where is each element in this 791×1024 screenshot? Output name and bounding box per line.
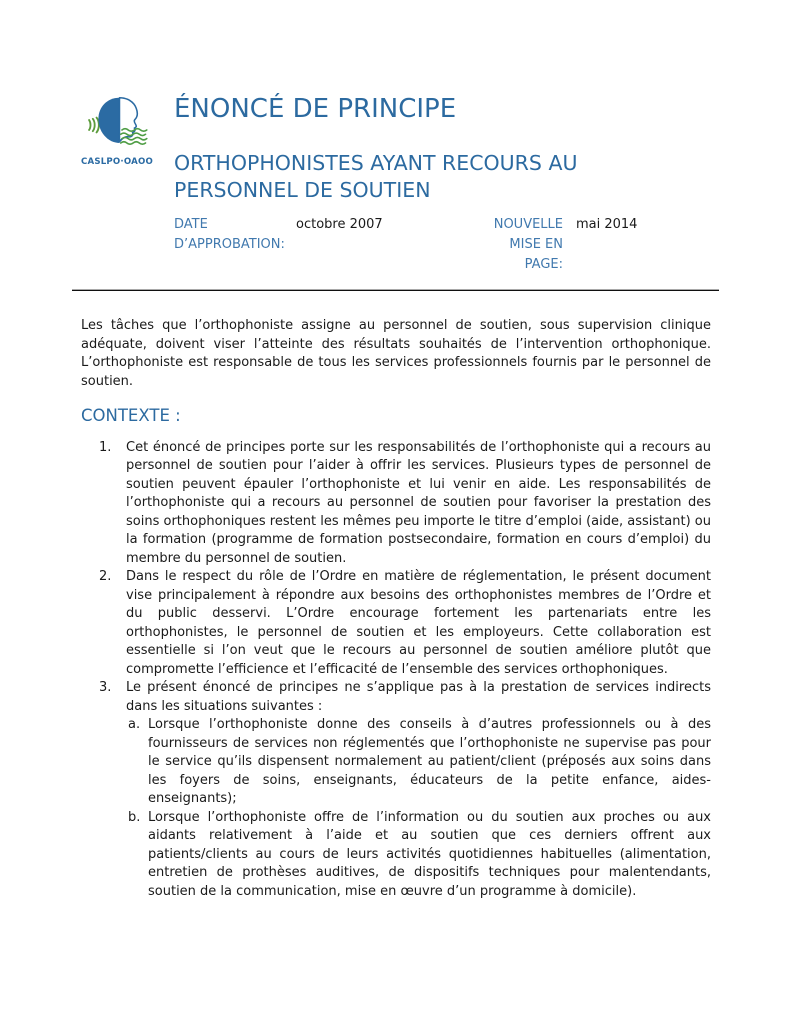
header-divider [72, 289, 719, 291]
sub-list-item-letter: a. [128, 717, 141, 732]
sub-list-item-text: Lorsque l’orthophoniste donne des conseils à d’autres professionnels ou à des fournisseurs de services non réglementés que l’orthophoniste ne supervise pas pour le service qu’ils dispensent normalement au patient/client (préposés aux soins dans les foyers de soins, enseignants, éducateurs de la petite enfance, aides- enseignants); [148, 717, 711, 806]
revision-value: mai 2014 [576, 217, 638, 232]
list-item-number: 3. [99, 680, 112, 695]
list-item-text: Cet énoncé de principes porte sur les responsabilités de l’orthophoniste qui a recours au personnel de soutien pour l’aider à offrir les services. Plusieurs types de personnel de soutien peuvent épauler l’orthophoniste et lui venir en aide. Les responsabilités de l’orthophoniste qui a recours au personnel de soutien pour favoriser la prestation des soins orthophoniques restent les mêmes peu importe le titre d’emploi (aide, assistant) ou la formation (programme de formation postsecondaire, formation en cours d’emploi) du membre du personnel de soutien. [126, 439, 711, 566]
caslpo-logo-icon [86, 93, 148, 157]
list-item [81, 439, 711, 569]
logo-acronym: CASLPO·OAOO [80, 157, 154, 167]
document-body [81, 317, 711, 901]
list-item [81, 679, 711, 716]
doc-type-title: ÉNONCÉ DE PRINCIPE [174, 94, 457, 124]
sub-list-item [81, 716, 711, 809]
sub-list-item-text: Lorsque l’orthophoniste offre de l’information ou du soutien aux proches ou aux aidants relativement à l’aide et au soutien que ces derniers offrent aux patients/clients au cours de leurs activités quotidiennes habituelles (alimentation, entretien de prothèses auditives, de dispositifs techniques pour malentendants, soutien de la communication, mise en œuvre d’un programme à domicile). [148, 809, 711, 899]
sound-waves-icon [89, 118, 99, 133]
intro-paragraph: Les tâches que l’orthophoniste assigne au personnel de soutien, sous supervision clinique adéquate, doivent viser l’atteinte des résultats souhaités de l’intervention orthophonique. L’orthophoniste est responsable de tous les services professionnels fournis par le personnel de soutien. [81, 318, 711, 389]
list-item-text: Le présent énoncé de principes ne s’applique pas à la prestation de services indirects dans les situations suivantes : [126, 680, 711, 714]
head-profile-icon [98, 98, 137, 143]
revision-label: NOUVELLE MISE EN PAGE: [493, 217, 563, 272]
approval-date-value: octobre 2007 [296, 217, 383, 232]
sub-list-item-letter: b. [128, 809, 141, 825]
section-heading-contexte: CONTEXTE : [81, 406, 181, 425]
list-item-number: 2. [99, 569, 112, 584]
list-item-number: 1. [99, 439, 112, 455]
list-item-text: Dans le respect du rôle de l’Ordre en matière de réglementation, le présent document vise principalement à répondre aux besoins des orthophonistes membres de l’Ordre et du public desservi. L’Ordre encourage fortement les partenariats entre les orthophonistes, le personnel de soutien et les employeurs. Cette collaboration est essentielle si l’on veut que le recours au personnel de soutien améliore plutôt que compromette l’efficience et l’efficacité de l’ensemble des services orthophoniques. [126, 569, 711, 677]
meta-row [174, 215, 656, 275]
page-title: ORTHOPHONISTES AYANT RECOURS AU PERSONNEL DE SOUTIEN [174, 151, 578, 202]
approval-date-label: DATE D’APPROBATION: [174, 217, 285, 252]
list-item [81, 568, 711, 679]
sub-list-item [81, 809, 711, 902]
